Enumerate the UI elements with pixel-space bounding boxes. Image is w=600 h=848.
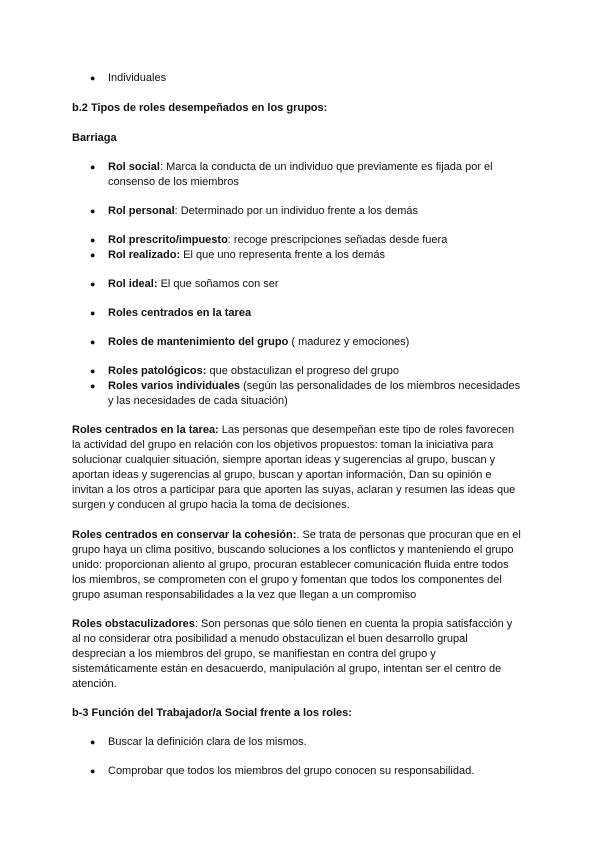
paragraph-term: Roles centrados en la tarea: <box>72 424 219 436</box>
list-item-roles-varios <box>108 379 520 394</box>
role-desc: : Determinado por un individuo frente a los demás <box>174 205 418 217</box>
paragraph-text: . Se trata de personas que procuran que en el <box>296 529 521 541</box>
paragraph-tarea-line: solucionar cualquier situación, siempre aportan ideas y sugerencias al grupo, buscan y <box>72 454 496 466</box>
paragraph-tarea-line: invitan a los otros a participar para que aporten las suyas, aclaran y resumen las ideas que <box>72 484 516 496</box>
paragraph-term: Roles centrados en conservar la cohesión: <box>72 529 297 541</box>
section-heading-b3: b-3 Función del Trabajador/a Social frente a los roles: <box>72 707 352 719</box>
role-term: Rol ideal: <box>108 278 158 290</box>
paragraph-obstaculizadores-line <box>72 617 512 632</box>
role-term: Rol social <box>108 161 160 173</box>
role-term: Roles de mantenimiento del grupo <box>108 336 289 348</box>
list-item-rol-prescrito <box>108 233 447 248</box>
role-desc: (según las personalidades de los miembros necesidades <box>240 380 521 392</box>
bullet-icon: ● <box>90 235 96 245</box>
paragraph-text: Las personas que desempeñan este tipo de roles favorecen <box>218 424 515 436</box>
list-item-rol-social <box>108 160 493 175</box>
role-desc-continuation: consenso de los miembros <box>108 176 239 188</box>
role-term: Rol prescrito/impuesto <box>108 234 228 246</box>
role-term: Rol personal <box>108 205 175 217</box>
paragraph-tarea-line: surgen y conducen al grupo hacia la toma de decisiones. <box>72 499 350 511</box>
bullet-icon: ● <box>90 381 96 391</box>
role-desc: que obstaculizan el progreso del grupo <box>206 365 400 377</box>
paragraph-cohesion-line: unido: proporcionan aliento al grupo, procuran establecer comunicación fluida entre todos <box>72 559 509 571</box>
list-item-roles-tarea <box>108 306 251 321</box>
paragraph-obstaculizadores-line: al no considerar otra posibilidad a menudo obstaculizan el buen desarrollo grupal <box>72 633 468 645</box>
bullet-icon: ● <box>90 308 96 318</box>
author-label: Barriaga <box>72 132 117 144</box>
paragraph-tarea-line: la actividad del grupo en relación con los objetivos propuestos: toman la iniciativa para <box>72 439 494 451</box>
role-desc-continuation: y las necesidades de cada situación) <box>108 395 288 407</box>
role-desc: ( madurez y emociones) <box>288 336 410 348</box>
paragraph-term: Roles obstaculizadores <box>72 618 195 630</box>
list-item-roles-patologicos <box>108 364 399 379</box>
role-desc: El que uno representa frente a los demás <box>180 249 385 261</box>
paragraph-obstaculizadores-line: desprecian a los miembros del grupo, se manifiestan en contra del grupo y <box>72 648 436 660</box>
role-desc: El que soñamos con ser <box>157 278 279 290</box>
list-item: Buscar la definición clara de los mismos. <box>108 736 307 748</box>
list-item-individuales: Individuales <box>108 72 167 84</box>
list-item-rol-ideal <box>108 277 279 292</box>
role-desc: : Marca la conducta de un individuo que previamente es fijada por el <box>159 161 493 173</box>
bullet-icon: ● <box>90 737 96 747</box>
bullet-icon: ● <box>90 162 96 172</box>
paragraph-obstaculizadores-line: sistemáticamente están en desacuerdo, manipulación al grupo, intentan ser el centro de <box>72 663 502 675</box>
paragraph-tarea-line <box>72 423 514 438</box>
bullet-icon: ● <box>90 279 96 289</box>
bullet-icon: ● <box>90 250 96 260</box>
paragraph-cohesion-line: los miembros, se comprometen con el grupo y fomentan que todos los componentes del <box>72 574 502 586</box>
list-item-roles-mantenimiento <box>108 335 409 350</box>
list-item-rol-realizado <box>108 248 385 263</box>
bullet-icon: ● <box>90 73 96 83</box>
paragraph-tarea-line: aportan ideas y sugerencias al grupo, buscan y aportan información, Dan su opinión e <box>72 469 492 481</box>
paragraph-cohesion-line: grupo haya un clima positivo, buscando soluciones a los conflictos y manteniendo el grupo <box>72 544 514 556</box>
paragraph-cohesion-line <box>72 528 521 543</box>
paragraph-cohesion-line: grupo asuman responsabilidades a la vez que llegan a un compromiso <box>72 589 417 601</box>
list-item: Comprobar que todos los miembros del grupo conocen su responsabilidad. <box>108 765 475 777</box>
paragraph-obstaculizadores-line: atención. <box>72 678 117 690</box>
bullet-icon: ● <box>90 366 96 376</box>
section-heading-b2: b.2 Tipos de roles desempeñados en los grupos: <box>72 102 328 114</box>
bullet-icon: ● <box>90 337 96 347</box>
role-term: Roles varios individuales <box>108 380 241 392</box>
role-term: Roles patológicos: <box>108 365 207 377</box>
role-term: Rol realizado: <box>108 249 181 261</box>
role-desc: : recoge prescripciones señadas desde fuera <box>227 234 448 246</box>
paragraph-text: : Son personas que sólo tienen en cuenta la propia satisfacción y <box>194 618 513 630</box>
role-term: Roles centrados en la tarea <box>108 307 252 319</box>
list-item-rol-personal <box>108 204 418 219</box>
bullet-icon: ● <box>90 766 96 776</box>
bullet-icon: ● <box>90 206 96 216</box>
